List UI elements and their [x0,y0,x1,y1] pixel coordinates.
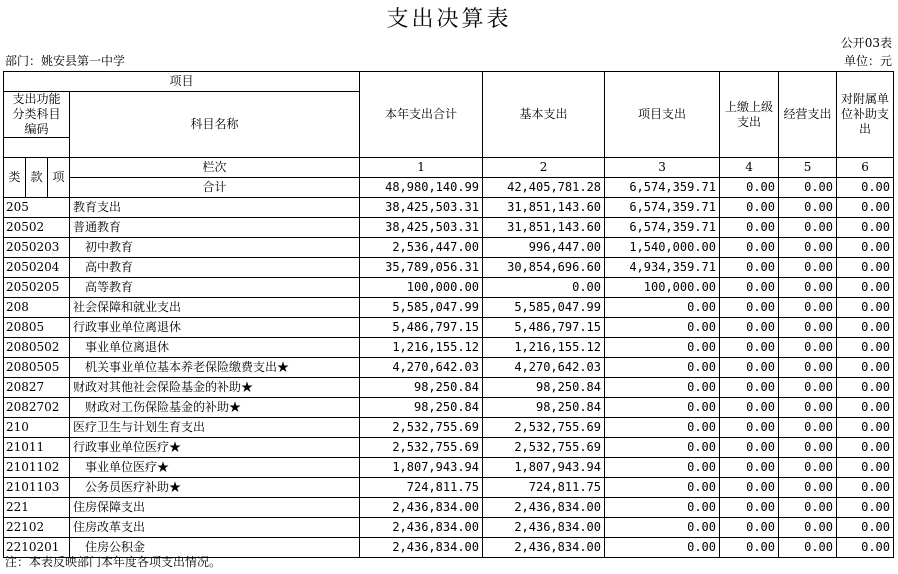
header-col-6: 对附属单位补助支出 [837,72,894,158]
row-value: 0.00 [720,258,779,278]
row-subject-name: 高等教育 [70,278,360,298]
row-value: 724,811.75 [360,478,483,498]
unit-label: 单位：元 [843,54,892,68]
row-value: 0.00 [779,318,837,338]
row-value: 0.00 [837,478,894,498]
row-value: 0.00 [605,518,720,538]
row-value: 0.00 [605,358,720,378]
row-subject-name: 初中教育 [70,238,360,258]
row-value: 0.00 [605,398,720,418]
row-value: 0.00 [720,398,779,418]
col-number-4: 4 [720,158,779,178]
header-subject-name: 科目名称 [70,92,360,158]
row-value: 1,216,155.12 [483,338,605,358]
row-code: 208 [4,298,70,318]
row-value: 0.00 [720,278,779,298]
row-value: 5,585,047.99 [483,298,605,318]
row-value: 0.00 [605,298,720,318]
row-value: 0.00 [779,198,837,218]
row-value: 0.00 [779,518,837,538]
row-value: 0.00 [720,238,779,258]
row-value: 0.00 [837,238,894,258]
row-value: 6,574,359.71 [605,198,720,218]
row-code: 2101103 [4,478,70,498]
row-code: 22102 [4,518,70,538]
table-row [4,298,894,318]
total-value: 42,405,781.28 [483,178,605,198]
row-value: 31,851,143.60 [483,198,605,218]
page-title: 支出决算表 [386,7,512,32]
table-row [4,478,894,498]
header-xiang: 项 [48,158,70,198]
row-value: 0.00 [837,458,894,478]
table-row [4,258,894,278]
row-value: 5,486,797.15 [360,318,483,338]
header-col-4: 上缴上级支出 [720,72,779,158]
col-number-6: 6 [837,158,894,178]
row-value: 0.00 [779,418,837,438]
table-row [4,358,894,378]
col-number-5: 5 [779,158,837,178]
row-value: 0.00 [837,518,894,538]
row-code: 2101102 [4,458,70,478]
row-value: 100,000.00 [605,278,720,298]
header-kuan: 款 [26,158,48,198]
row-value: 0.00 [779,238,837,258]
row-value: 98,250.84 [360,398,483,418]
row-value: 0.00 [720,458,779,478]
col-number-label: 栏次 [70,158,360,178]
table-row [4,418,894,438]
row-subject-name: 普通教育 [70,218,360,238]
row-value: 31,851,143.60 [483,218,605,238]
total-value: 48,980,140.99 [360,178,483,198]
row-subject-name: 公务员医疗补助★ [70,478,360,498]
row-value: 0.00 [720,378,779,398]
row-value: 2,436,834.00 [483,498,605,518]
total-value: 0.00 [837,178,894,198]
row-value: 4,270,642.03 [483,358,605,378]
total-value: 0.00 [779,178,837,198]
row-subject-name: 高中教育 [70,258,360,278]
col-number-1: 1 [360,158,483,178]
row-value: 38,425,503.31 [360,198,483,218]
row-value: 35,789,056.31 [360,258,483,278]
table-row [4,238,894,258]
row-value: 6,574,359.71 [605,218,720,238]
row-value: 2,436,834.00 [483,518,605,538]
row-subject-name: 事业单位医疗★ [70,458,360,478]
row-value: 0.00 [779,398,837,418]
row-value: 0.00 [779,458,837,478]
row-value: 1,540,000.00 [605,238,720,258]
row-value: 0.00 [605,458,720,478]
row-value: 996,447.00 [483,238,605,258]
row-value: 2,536,447.00 [360,238,483,258]
row-value: 0.00 [605,378,720,398]
row-value: 0.00 [837,498,894,518]
row-code: 21011 [4,438,70,458]
row-value: 0.00 [837,538,894,558]
row-value: 0.00 [720,418,779,438]
row-value: 0.00 [837,338,894,358]
row-value: 0.00 [837,198,894,218]
header-item: 项目 [4,72,360,92]
col-number-2: 2 [483,158,605,178]
row-value: 2,436,834.00 [360,538,483,558]
row-value: 0.00 [720,318,779,338]
row-value: 0.00 [605,438,720,458]
row-subject-name: 住房公积金 [70,538,360,558]
header-col-2: 基本支出 [483,72,605,158]
row-code: 210 [4,418,70,438]
row-subject-name: 行政事业单位医疗★ [70,438,360,458]
row-code: 20502 [4,218,70,238]
row-code: 2080505 [4,358,70,378]
row-value: 30,854,696.60 [483,258,605,278]
table-row [4,338,894,358]
row-value: 1,216,155.12 [360,338,483,358]
row-code: 20805 [4,318,70,338]
total-value: 6,574,359.71 [605,178,720,198]
row-value: 0.00 [605,498,720,518]
table-row [4,378,894,398]
row-value: 0.00 [605,318,720,338]
row-value: 0.00 [837,438,894,458]
row-subject-name: 财政对工伤保险基金的补助★ [70,398,360,418]
row-code: 2080502 [4,338,70,358]
row-value: 0.00 [720,338,779,358]
row-value: 724,811.75 [483,478,605,498]
header-col-3: 项目支出 [605,72,720,158]
row-value: 0.00 [779,358,837,378]
department-label: 部门：姚安县第一中学 [5,54,126,68]
row-value: 0.00 [720,498,779,518]
row-value: 0.00 [605,418,720,438]
row-value: 0.00 [837,298,894,318]
row-value: 0.00 [837,218,894,238]
header-lei: 类 [4,158,26,198]
row-code: 221 [4,498,70,518]
table-row [4,458,894,478]
table-row [4,498,894,518]
total-label: 合计 [70,178,360,198]
row-subject-name: 财政对其他社会保险基金的补助★ [70,378,360,398]
row-value: 0.00 [837,378,894,398]
table-row [4,218,894,238]
row-code: 205 [4,198,70,218]
row-value: 0.00 [605,538,720,558]
footnote: 注：本表反映部门本年度各项支出情况。 [5,555,222,569]
row-value: 0.00 [779,218,837,238]
row-value: 0.00 [720,538,779,558]
row-value: 98,250.84 [483,378,605,398]
row-value: 0.00 [837,398,894,418]
row-code: 2050203 [4,238,70,258]
row-value: 0.00 [720,198,779,218]
row-value: 0.00 [720,298,779,318]
row-value: 4,270,642.03 [360,358,483,378]
row-code: 2082702 [4,398,70,418]
table-row [4,318,894,338]
table-row [4,518,894,538]
expenditure-table [3,71,894,558]
row-value: 0.00 [779,478,837,498]
row-value: 98,250.84 [483,398,605,418]
row-subject-name: 事业单位离退休 [70,338,360,358]
row-value: 100,000.00 [360,278,483,298]
row-value: 0.00 [605,338,720,358]
row-subject-name: 行政事业单位离退休 [70,318,360,338]
row-code: 2050204 [4,258,70,278]
row-code: 2210201 [4,538,70,558]
row-value: 0.00 [720,478,779,498]
row-value: 0.00 [779,258,837,278]
row-value: 0.00 [837,418,894,438]
row-value: 0.00 [779,538,837,558]
row-value: 2,532,755.69 [360,438,483,458]
header-col-1: 本年支出合计 [360,72,483,158]
row-value: 0.00 [779,378,837,398]
row-subject-name: 住房改革支出 [70,518,360,538]
table-row [4,398,894,418]
row-value: 1,807,943.94 [360,458,483,478]
table-row [4,278,894,298]
header-func-class: 支出功能分类科目编码 [4,92,70,138]
row-value: 2,436,834.00 [360,498,483,518]
col-number-3: 3 [605,158,720,178]
row-value: 0.00 [837,318,894,338]
row-value: 0.00 [779,338,837,358]
row-value: 0.00 [837,278,894,298]
row-value: 5,486,797.15 [483,318,605,338]
row-code: 20827 [4,378,70,398]
row-value: 5,585,047.99 [360,298,483,318]
total-value: 0.00 [720,178,779,198]
row-code: 2050205 [4,278,70,298]
row-subject-name: 医疗卫生与计划生育支出 [70,418,360,438]
row-subject-name: 机关事业单位基本养老保险缴费支出★ [70,358,360,378]
row-value: 2,532,755.69 [483,418,605,438]
row-value: 0.00 [837,358,894,378]
row-value: 2,532,755.69 [483,438,605,458]
row-subject-name: 教育支出 [70,198,360,218]
row-value: 98,250.84 [360,378,483,398]
table-row [4,438,894,458]
row-value: 0.00 [779,498,837,518]
row-value: 2,436,834.00 [483,538,605,558]
row-value: 0.00 [720,218,779,238]
row-value: 0.00 [779,298,837,318]
row-value: 0.00 [779,278,837,298]
header-col-5: 经营支出 [779,72,837,158]
row-value: 2,436,834.00 [360,518,483,538]
row-value: 2,532,755.69 [360,418,483,438]
row-subject-name: 住房保障支出 [70,498,360,518]
row-value: 0.00 [720,438,779,458]
row-value: 38,425,503.31 [360,218,483,238]
row-value: 4,934,359.71 [605,258,720,278]
row-subject-name: 社会保障和就业支出 [70,298,360,318]
header-spacer [4,138,70,158]
row-value: 0.00 [720,518,779,538]
row-value: 0.00 [779,438,837,458]
table-row [4,198,894,218]
row-value: 0.00 [720,358,779,378]
row-value: 0.00 [605,478,720,498]
row-value: 0.00 [483,278,605,298]
row-value: 0.00 [837,258,894,278]
row-value: 1,807,943.94 [483,458,605,478]
form-number: 公开03表 [840,36,892,50]
